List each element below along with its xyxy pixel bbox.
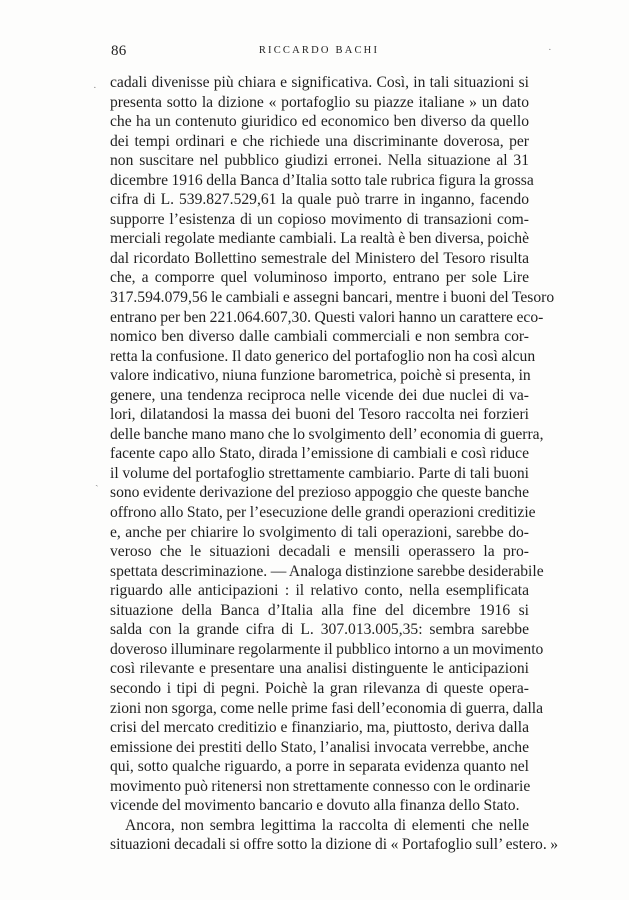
text-line: situazioni decadali si offre sotto la dizione di « Portafoglio sull’ estero. »	[110, 836, 559, 854]
running-head: RICCARDO BACHI	[258, 45, 380, 56]
text-line: così rilevante e presentare una analisi distinguente le anticipazioni	[110, 660, 529, 678]
text-line: sono evidente derivazione del prezioso appoggio che queste banche	[110, 484, 529, 502]
text-line: il volume del portafoglio strettamente cambiario. Parte di tali buoni	[110, 464, 529, 482]
text-line: che ha un contenuto giuridico ed economico ben diverso da quello	[110, 113, 529, 131]
text-line: zioni non sgorga, come nelle prime fasi dell’economia di guerra, dalla	[110, 699, 544, 717]
text-line: situazione della Banca d’Italia alla fine del dicembre 1916 si	[110, 601, 529, 619]
text-line: che, a comporre quel voluminoso importo, entrano per sole Lire	[110, 269, 529, 287]
text-line: dicembre 1916 della Banca d’Italia sotto tale rubrica figura la grossa	[110, 171, 534, 189]
text-line: vicende del movimento bancario e dovuto alla finanza dello Stato.	[110, 797, 520, 815]
margin-mark: ·	[548, 44, 552, 56]
text-line: salda con la grande cifra di L. 307.013.005,35: sembra sarebbe	[110, 621, 529, 639]
text-line: dei tempi ordinari e che richiede una discriminante doverosa, per	[110, 132, 529, 150]
text-line: movimento può ritenersi non strettamente connesso con le ordinarie	[110, 777, 531, 795]
text-line: dal ricordato Bollettino semestrale del Ministero del Tesoro risulta	[110, 249, 529, 267]
body-text	[110, 73, 559, 855]
text-line: riguardo alle anticipazioni : il relativo conto, nella esemplificata	[110, 582, 529, 600]
text-line: qui, sotto qualche riguardo, a porre in separata evidenza quanto nel	[110, 758, 529, 776]
text-line: 317.594.079,56 le cambiali e assegni bancari, mentre i buoni del Tesoro	[110, 289, 555, 307]
page-number: 86	[111, 43, 127, 59]
text-line: veroso che le situazioni decadali e mensili operassero la pro-	[110, 543, 529, 561]
text-line: facente capo allo Stato, dirada l’emissione di cambiali e così riduce	[110, 445, 529, 463]
text-line: presenta sotto la dizione « portafoglio su piazze italiane » un dato	[110, 93, 529, 111]
text-line: cifra di L. 539.827.529,61 la quale può trarre in inganno, facendo	[110, 191, 529, 209]
page-header	[111, 43, 527, 63]
text-line: offrono allo Stato, per l’esecuzione delle grandi operazioni creditizie	[110, 504, 536, 522]
margin-mark: ˏ	[95, 475, 99, 487]
text-line: spettata descriminazione. — Analoga distinzione sarebbe desiderabile	[110, 562, 544, 580]
text-line: emissione dei prestiti dello Stato, l’analisi invocata verrebbe, anche	[110, 738, 529, 756]
text-line: entrano per ben 221.064.607,30. Questi valori hanno un carattere eco-	[110, 308, 544, 326]
text-line: supporre l’esistenza di un copioso movimento di transazioni com-	[110, 210, 529, 228]
text-line: lori, dilatandosi la massa dei buoni del Tesoro raccolta nei forzieri	[110, 406, 529, 424]
text-line: cadali divenisse più chiara e significativa. Così, in tali situazioni si	[110, 74, 529, 91]
text-line: nomico ben diverso dalle cambiali commerciali e non sembra cor-	[110, 328, 529, 346]
text-line: genere, una tendenza reciproca nelle vicende dei due nuclei di va-	[110, 386, 529, 404]
text-line: e, anche per chiarire lo svolgimento di tali operazioni, sarebbe do-	[110, 523, 529, 541]
text-line: delle banche mano mano che lo svolgimento dell’ economia di guerra,	[110, 425, 544, 443]
text-line: non suscitare nel pubblico giudizi erronei. Nella situazione al 31	[110, 152, 529, 170]
text-line: retta la confusione. Il dato generico del portafoglio non ha così alcun	[110, 347, 536, 365]
text-line: crisi del mercato creditizio e finanziario, ma, piuttosto, deriva dalla	[110, 719, 529, 737]
text-line: doveroso illuminare regolarmente il pubblico intorno a un movimento	[110, 640, 544, 658]
text-line: secondo i tipi di pegni. Poichè la gran rilevanza di queste opera-	[110, 679, 529, 697]
margin-mark: ·	[93, 82, 97, 94]
text-line: valore indicativo, niuna funzione barometrica, poichè si presenta, in	[110, 367, 531, 385]
text-line: merciali regolate mediante cambiali. La realtà è ben diversa, poichè	[110, 230, 529, 248]
text-line: Ancora, non sembra legittima la raccolta di elementi che nelle	[125, 816, 529, 834]
